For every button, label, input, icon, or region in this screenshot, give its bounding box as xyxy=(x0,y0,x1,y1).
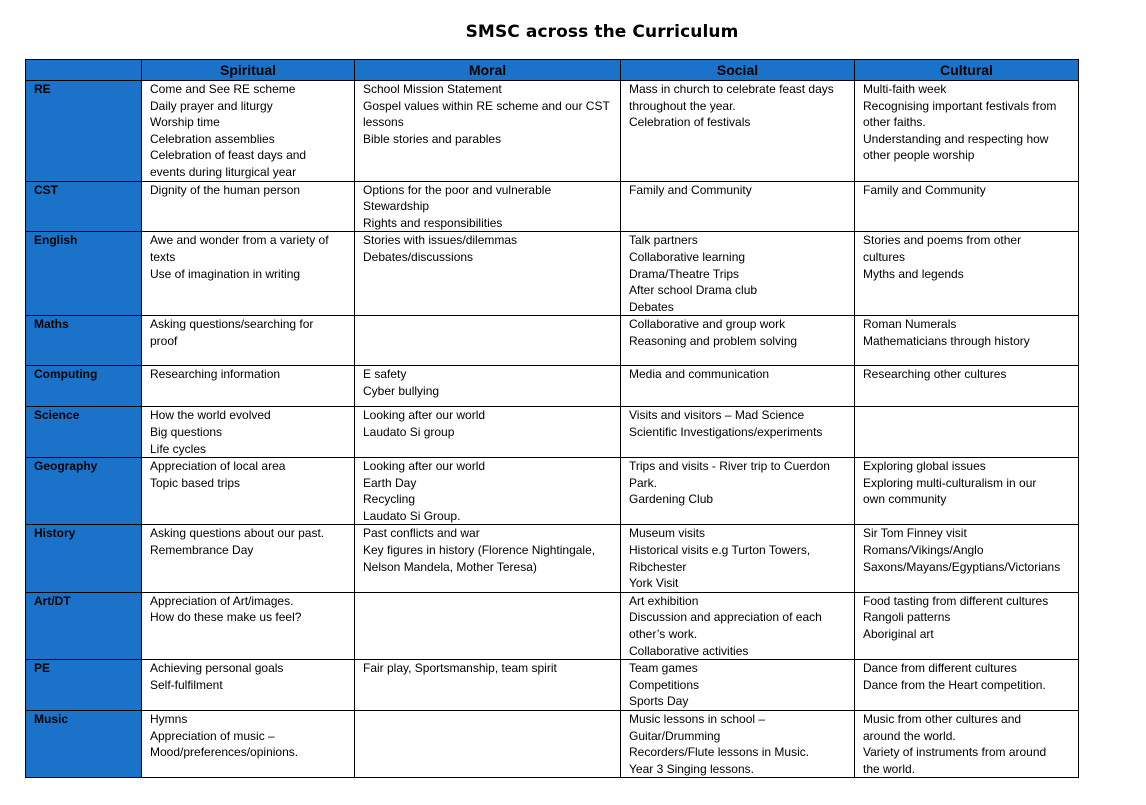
cell-social xyxy=(621,592,855,659)
cell-line: Variety of instruments from around xyxy=(863,745,1047,760)
cell-cultural xyxy=(855,181,1079,232)
cell-line: Dance from the Heart competition. xyxy=(863,677,1046,692)
cell-line: Big questions xyxy=(150,424,223,439)
cell-cultural xyxy=(855,592,1079,659)
table-row xyxy=(26,316,1079,366)
cell-line: Competitions xyxy=(629,677,700,692)
cell-line: Collaborative activities xyxy=(629,643,749,658)
cell-line: Collaborative and group work xyxy=(629,317,786,332)
cell-line: Stories with issues/dilemmas xyxy=(363,233,518,248)
cell-line: Options for the poor and vulnerable xyxy=(363,182,552,197)
subject-cell: Computing xyxy=(26,366,142,407)
cell-line: Roman Numerals xyxy=(863,317,957,332)
table-row xyxy=(26,81,1079,182)
table-row xyxy=(26,711,1079,778)
table-row xyxy=(26,458,1079,525)
cell-line: Stewardship xyxy=(363,199,430,214)
document-title: SMSC across the Curriculum xyxy=(465,22,739,42)
cell-line: other faiths. xyxy=(863,115,926,130)
cell-spiritual xyxy=(142,316,355,366)
cell-line: Trips and visits - River trip to Cuerdon xyxy=(629,459,830,474)
cell-line: events during liturgical year xyxy=(150,164,297,179)
subject-cell: English xyxy=(26,232,142,316)
cell-line: Year 3 Singing lessons. xyxy=(629,761,754,776)
cell-line: Nelson Mandela, Mother Teresa) xyxy=(363,559,537,574)
cell-line: Earth Day xyxy=(363,475,417,490)
cell-line: Understanding and respecting how xyxy=(863,131,1049,146)
cell-line: Debates/discussions xyxy=(363,249,474,264)
header-corner-cell xyxy=(26,60,142,81)
cell-cultural xyxy=(855,407,1079,458)
cell-line: Aboriginal art xyxy=(863,627,934,642)
cell-line: Topic based trips xyxy=(150,475,241,490)
cell-line: Celebration assemblies xyxy=(150,131,275,146)
cell-line: How the world evolved xyxy=(150,408,271,423)
subject-cell: Science xyxy=(26,407,142,458)
cell-line: lessons xyxy=(363,115,404,130)
cell-line: Family and Community xyxy=(863,182,986,197)
cell-line: Asking questions about our past. xyxy=(150,526,325,541)
table-row xyxy=(26,592,1079,659)
cell-line: After school Drama club xyxy=(629,283,758,298)
cell-cultural xyxy=(855,711,1079,778)
cell-moral xyxy=(355,592,621,659)
cell-moral xyxy=(355,711,621,778)
cell-line: Romans/Vikings/Anglo xyxy=(863,543,984,558)
subject-cell: RE xyxy=(26,81,142,182)
subject-cell: Music xyxy=(26,711,142,778)
cell-line: Remembrance Day xyxy=(150,543,254,558)
cell-line: Laudato Si group xyxy=(363,424,455,439)
cell-social xyxy=(621,181,855,232)
subject-cell: History xyxy=(26,525,142,592)
cell-line: Rights and responsibilities xyxy=(363,215,503,230)
cell-line: Food tasting from different cultures xyxy=(863,593,1049,608)
cell-moral xyxy=(355,232,621,316)
cell-spiritual xyxy=(142,525,355,592)
cell-line: Park. xyxy=(629,475,658,490)
cell-line: Guitar/Drumming xyxy=(629,728,721,743)
table-row xyxy=(26,525,1079,592)
table-row xyxy=(26,232,1079,316)
cell-line: Exploring global issues xyxy=(863,459,986,474)
table-row xyxy=(26,407,1079,458)
cell-line: Visits and visitors – Mad Science xyxy=(629,408,805,423)
cell-line: Appreciation of Art/images. xyxy=(150,593,294,608)
cell-line: Sports Day xyxy=(629,694,689,709)
cell-line: Music from other cultures and xyxy=(863,712,1022,726)
cell-social xyxy=(621,458,855,525)
cell-spiritual xyxy=(142,592,355,659)
cell-line: Museum visits xyxy=(629,526,706,541)
cell-line: Mathematicians through history xyxy=(863,333,1030,348)
cell-line: Bible stories and parables xyxy=(363,131,502,146)
cell-social xyxy=(621,316,855,366)
cell-spiritual xyxy=(142,407,355,458)
cell-spiritual xyxy=(142,711,355,778)
cell-line: Celebration of feast days and xyxy=(150,148,307,163)
cell-line: Cyber bullying xyxy=(363,383,440,398)
cell-moral xyxy=(355,660,621,711)
cell-line: Hymns xyxy=(150,712,188,726)
cell-line: Art exhibition xyxy=(629,593,699,608)
cell-spiritual xyxy=(142,232,355,316)
cell-line: throughout the year. xyxy=(629,98,736,113)
cell-moral xyxy=(355,407,621,458)
cell-line: Looking after our world xyxy=(363,459,486,474)
cell-line: the world. xyxy=(863,761,916,776)
cell-social xyxy=(621,660,855,711)
cell-line: Myths and legends xyxy=(863,266,964,281)
cell-spiritual xyxy=(142,366,355,407)
cell-line: Scientific Investigations/experiments xyxy=(629,424,823,439)
cell-line: proof xyxy=(150,333,178,348)
cell-line: How do these make us feel? xyxy=(150,610,302,625)
cell-line: Gospel values within RE scheme and our CST xyxy=(363,98,610,113)
column-header-spiritual: Spiritual xyxy=(142,60,355,81)
cell-line: Sir Tom Finney visit xyxy=(863,526,967,541)
cell-social xyxy=(621,711,855,778)
table-row xyxy=(26,660,1079,711)
cell-line: Laudato Si Group. xyxy=(363,508,461,523)
cell-social xyxy=(621,407,855,458)
cell-cultural xyxy=(855,525,1079,592)
cell-line: Recorders/Flute lessons in Music. xyxy=(629,745,810,760)
cell-social xyxy=(621,232,855,316)
cell-line: Ribchester xyxy=(629,559,687,574)
cell-line: Media and communication xyxy=(629,367,770,382)
cell-cultural xyxy=(855,458,1079,525)
cell-line: York Visit xyxy=(629,576,679,591)
smsc-table xyxy=(25,59,1079,778)
cell-moral xyxy=(355,181,621,232)
cell-line: Looking after our world xyxy=(363,408,486,423)
cell-line: Daily prayer and liturgy xyxy=(150,98,273,113)
table-row xyxy=(26,366,1079,407)
cell-line: other’s work. xyxy=(629,627,698,642)
cell-line: Key figures in history (Florence Nightingale, xyxy=(363,543,596,558)
column-header-social: Social xyxy=(621,60,855,81)
cell-line: Exploring multi-culturalism in our xyxy=(863,475,1037,490)
cell-line: Worship time xyxy=(150,115,220,130)
cell-line: School Mission Statement xyxy=(363,82,502,96)
cell-line: Use of imagination in writing xyxy=(150,266,301,281)
cell-line: cultures xyxy=(863,249,906,264)
cell-spiritual xyxy=(142,81,355,182)
header-row xyxy=(26,60,1079,81)
cell-line: Fair play, Sportsmanship, team spirit xyxy=(363,661,557,676)
subject-cell: PE xyxy=(26,660,142,711)
cell-cultural xyxy=(855,232,1079,316)
cell-line: Discussion and appreciation of each xyxy=(629,610,822,625)
cell-line: Recycling xyxy=(363,492,416,507)
cell-line: Talk partners xyxy=(629,233,698,248)
column-header-cultural: Cultural xyxy=(855,60,1079,81)
cell-line: around the world. xyxy=(863,728,956,743)
cell-line: Stories and poems from other xyxy=(863,233,1022,248)
cell-spiritual xyxy=(142,458,355,525)
cell-line: Drama/Theatre Trips xyxy=(629,266,740,281)
cell-line: own community xyxy=(863,492,947,507)
cell-cultural xyxy=(855,366,1079,407)
cell-moral xyxy=(355,316,621,366)
cell-line: Come and See RE scheme xyxy=(150,82,296,96)
cell-line: Researching other cultures xyxy=(863,367,1007,382)
column-header-moral: Moral xyxy=(355,60,621,81)
cell-line: Appreciation of local area xyxy=(150,459,286,474)
cell-line: Music lessons in school – xyxy=(629,712,766,726)
cell-line: Mass in church to celebrate feast days xyxy=(629,82,834,96)
cell-line: E safety xyxy=(363,367,407,382)
cell-line: Rangoli patterns xyxy=(863,610,951,625)
cell-line: Mood/preferences/opinions. xyxy=(150,745,299,760)
cell-line: Asking questions/searching for xyxy=(150,317,314,332)
subject-cell: Maths xyxy=(26,316,142,366)
cell-line: Family and Community xyxy=(629,182,752,197)
cell-line: Awe and wonder from a variety of xyxy=(150,233,329,248)
cell-line: Celebration of festivals xyxy=(629,115,751,130)
cell-moral xyxy=(355,366,621,407)
cell-line: Appreciation of music – xyxy=(150,728,275,743)
cell-line: other people worship xyxy=(863,148,975,163)
cell-moral xyxy=(355,81,621,182)
cell-social xyxy=(621,81,855,182)
cell-social xyxy=(621,525,855,592)
cell-spiritual xyxy=(142,660,355,711)
cell-line: Collaborative learning xyxy=(629,249,746,264)
cell-line: Researching information xyxy=(150,367,281,382)
cell-line: Debates xyxy=(629,299,674,314)
cell-line: texts xyxy=(150,249,176,264)
cell-cultural xyxy=(855,81,1079,182)
cell-line: Recognising important festivals from xyxy=(863,98,1057,113)
cell-cultural xyxy=(855,660,1079,711)
cell-line: Historical visits e.g Turton Towers, xyxy=(629,543,811,558)
cell-line: Self-fulfilment xyxy=(150,677,223,692)
cell-spiritual xyxy=(142,181,355,232)
cell-line: Dignity of the human person xyxy=(150,182,301,197)
subject-cell: CST xyxy=(26,181,142,232)
cell-line: Past conflicts and war xyxy=(363,526,480,541)
subject-cell: Art/DT xyxy=(26,592,142,659)
subject-cell: Geography xyxy=(26,458,142,525)
cell-moral xyxy=(355,525,621,592)
cell-line: Team games xyxy=(629,661,698,676)
cell-line: Multi-faith week xyxy=(863,82,947,96)
table-row xyxy=(26,181,1079,232)
cell-social xyxy=(621,366,855,407)
cell-line: Achieving personal goals xyxy=(150,661,284,676)
cell-line: Gardening Club xyxy=(629,492,714,507)
cell-line: Life cycles xyxy=(150,441,207,456)
cell-cultural xyxy=(855,316,1079,366)
cell-line: Saxons/Mayans/Egyptians/Victorians xyxy=(863,559,1061,574)
cell-line: Dance from different cultures xyxy=(863,661,1017,676)
cell-moral xyxy=(355,458,621,525)
cell-line: Reasoning and problem solving xyxy=(629,333,798,348)
